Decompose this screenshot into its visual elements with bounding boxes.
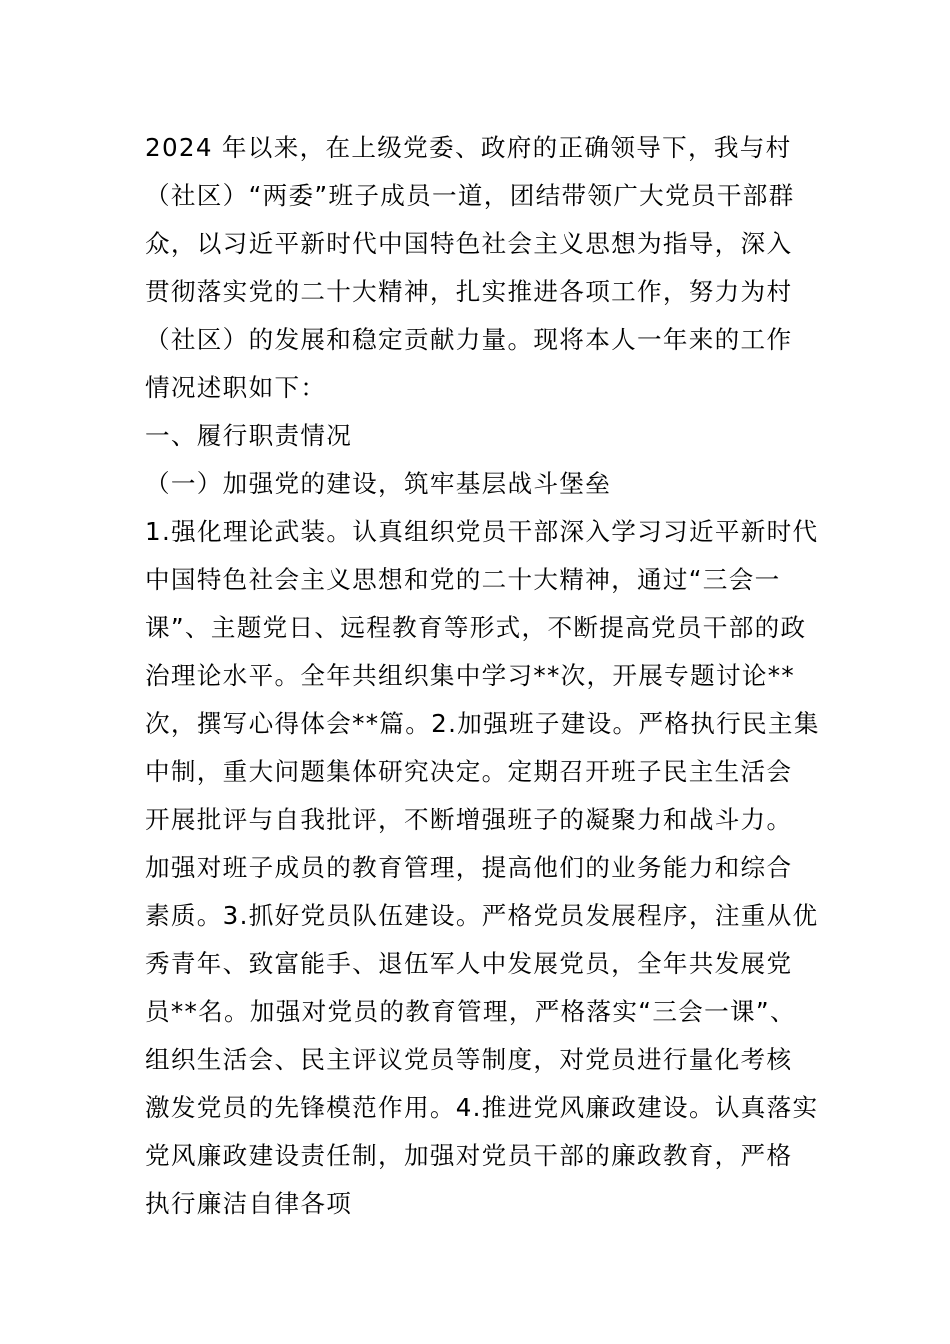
- section-heading-1: 一、履行职责情况: [145, 421, 353, 450]
- body-line: 1.强化理论武装。认真组织党员干部深入学习习近平新时代: [145, 517, 819, 546]
- body-line: 开展批评与自我批评，不断增强班子的凝聚力和战斗力。: [145, 805, 793, 834]
- body-line: 治理论水平。全年共组织集中学习**次，开展专题讨论**: [145, 661, 795, 690]
- intro-line-3: 众，以习近平新时代中国特色社会主义思想为指导，深入: [145, 229, 793, 258]
- body-line: 中制，重大问题集体研究决定。定期召开班子民主生活会: [145, 757, 793, 786]
- body-line: 加强对班子成员的教育管理，提高他们的业务能力和综合: [145, 853, 793, 882]
- body-line-last: 执行廉洁自律各项: [145, 1189, 353, 1218]
- subsection-heading-1: （一）加强党的建设，筑牢基层战斗堡垒: [145, 469, 612, 498]
- body-line: 秀青年、致富能手、退伍军人中发展党员，全年共发展党: [145, 949, 793, 978]
- body-line: 党风廉政建设责任制，加强对党员干部的廉政教育，严格: [145, 1141, 793, 1170]
- body-line: 激发党员的先锋模范作用。4.推进党风廉政建设。认真落实: [145, 1093, 819, 1122]
- body-line: 课”、主题党日、远程教育等形式，不断提高党员干部的政: [145, 613, 807, 642]
- document-body: [145, 124, 820, 1228]
- body-line: 次，撰写心得体会**篇。2.加强班子建设。严格执行民主集: [145, 709, 820, 738]
- intro-line-4: 贯彻落实党的二十大精神，扎实推进各项工作，努力为村: [145, 277, 793, 306]
- intro-line-1: 2024 年以来，在上级党委、政府的正确领导下，我与村: [145, 133, 792, 162]
- intro-line-2: （社区）“两委”班子成员一道，团结带领广大党员干部群: [145, 181, 795, 210]
- body-line: 员**名。加强对党员的教育管理，严格落实“三会一课”、: [145, 997, 796, 1026]
- intro-line-5: （社区）的发展和稳定贡献力量。现将本人一年来的工作: [145, 325, 793, 354]
- intro-line-6: 情况述职如下：: [145, 373, 327, 402]
- body-line: 素质。3.抓好党员队伍建设。严格党员发展程序，注重从优: [145, 901, 819, 930]
- body-line: 中国特色社会主义思想和党的二十大精神，通过“三会一: [145, 565, 781, 594]
- body-line: 组织生活会、民主评议党员等制度，对党员进行量化考核: [145, 1045, 793, 1074]
